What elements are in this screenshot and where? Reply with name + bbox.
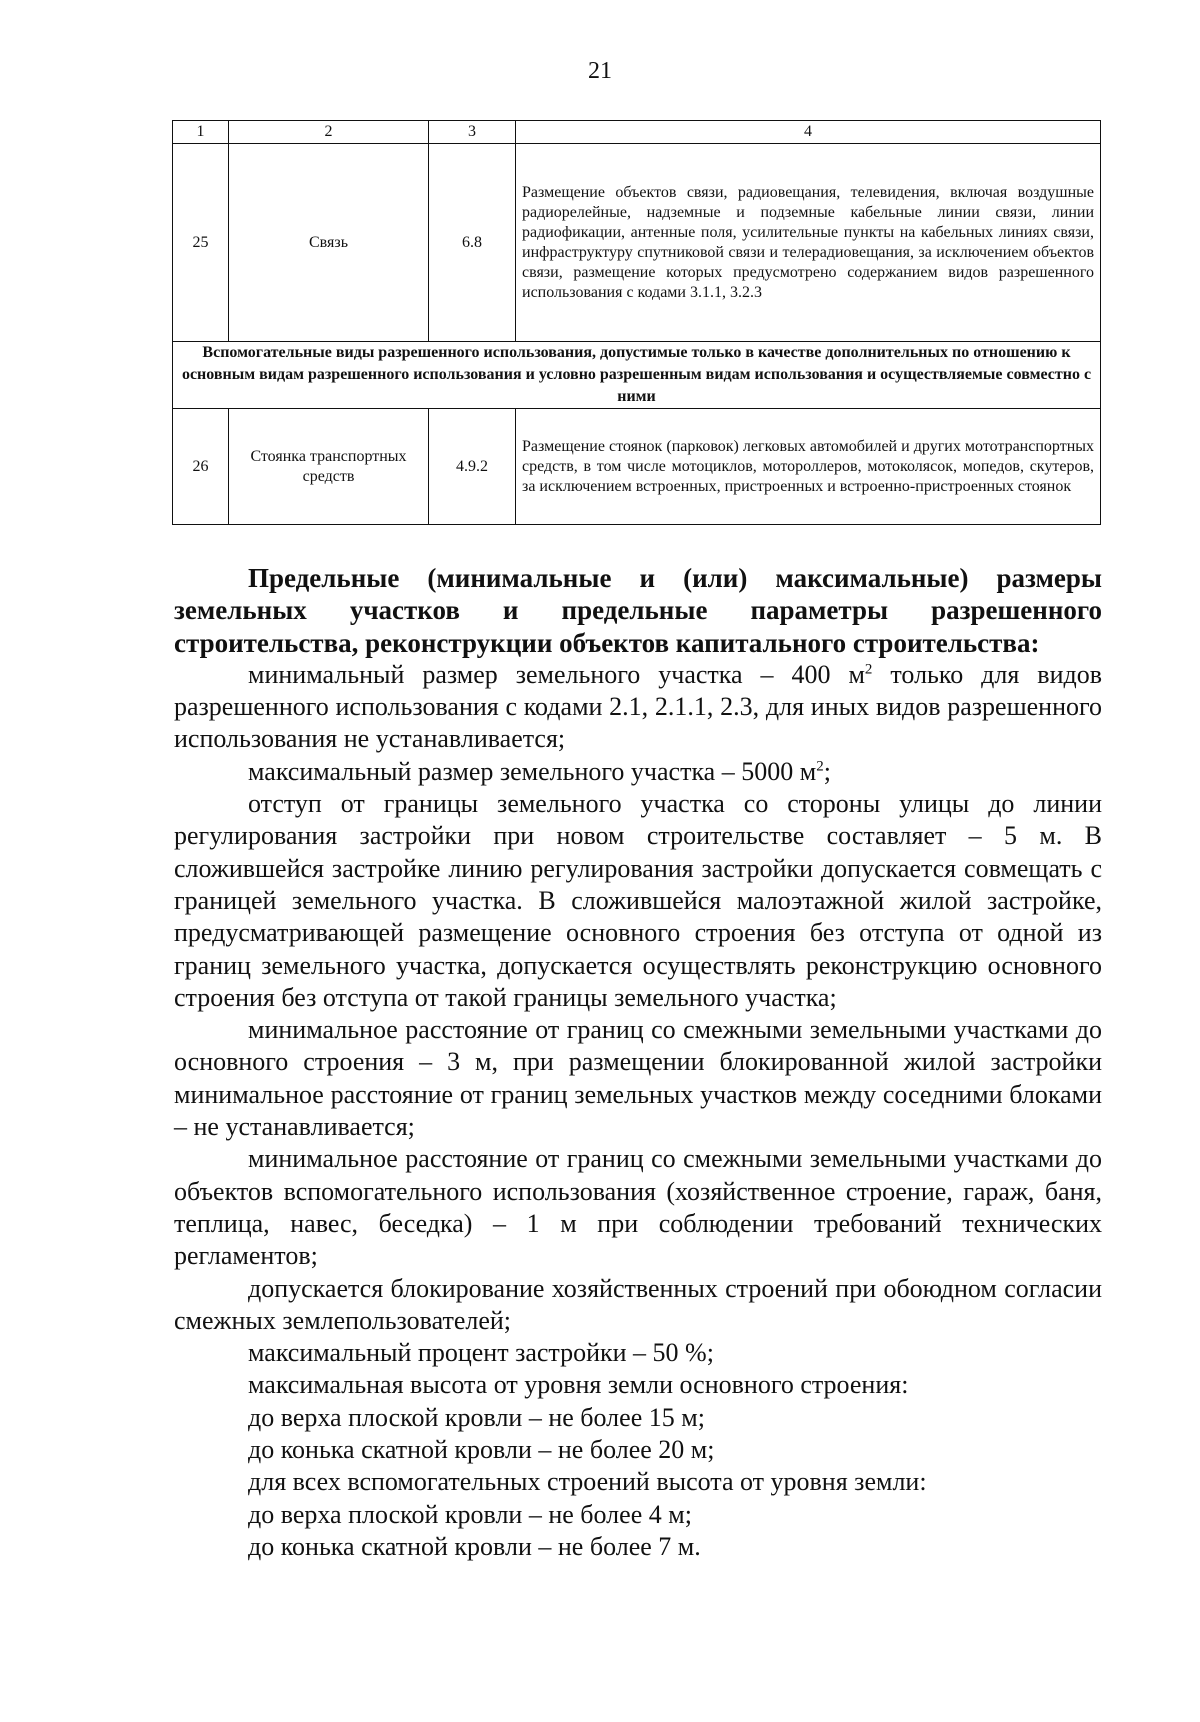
paragraph-blocking: допускается блокирование хозяйственных строений при обоюдном согласии смежных землепользователей; — [174, 1273, 1102, 1335]
use-description: Размещение объектов связи, радиовещания, телевидения, включая воздушные радиорелейные, надземные и подземные кабельные линии связи, линии радиофикации, антенные поля, усилительные пункты на кабельных линиях связи, инфраструктуру спутниковой связи и телерадиовещания, за исключением объектов связи, размещение которых предусмотрено содержанием видов разрешенного использования с кодами 3.1.1, 3.2.3 — [516, 144, 1101, 342]
table-header-row — [173, 121, 1101, 144]
permitted-use-table — [172, 120, 1101, 525]
column-header: 3 — [429, 121, 516, 144]
auxiliary-uses-header: Вспомогательные виды разрешенного использования, допустимые только в качестве дополнительных по отношению к основным видам разрешенного использования и условно разрешенным видам использования и осуществляемые совместно с ними — [173, 342, 1101, 409]
column-header: 1 — [173, 121, 229, 144]
paragraph-flat-roof-main: до верха плоской кровли – не более 15 м; — [248, 1402, 705, 1432]
paragraph-min-distance-auxiliary: минимальное расстояние от границ со смежными земельными участками до объектов вспомогательного использования (хозяйственное строение, гараж, баня, теплица, навес, беседка) – 1 м при соблюдении требований технических регламентов; — [174, 1144, 1102, 1271]
column-header: 4 — [516, 121, 1101, 144]
use-name: Связь — [229, 144, 429, 342]
paragraph-max-plot-size — [174, 756, 1102, 788]
page-number: 21 — [588, 58, 612, 84]
paragraph-max-coverage: максимальный процент застройки – 50 %; — [248, 1338, 714, 1368]
row-number: 26 — [173, 409, 229, 525]
paragraph-min-plot-size — [174, 659, 1102, 756]
column-header: 2 — [229, 121, 429, 144]
use-name: Стоянка транспортных средств — [229, 409, 429, 525]
paragraph-text: максимальный размер земельного участка – 5000 м — [248, 756, 817, 786]
paragraph-setback: отступ от границы земельного участка со стороны улицы до линии регулирования застройки при новом строительстве составляет – 5 м. В сложившейся застройке линию регулирования застройки допускается совмещать с границей земельного участка. В сложившейся малоэтажной жилой застройке, предусматривающей размещение основного строения без отступа от одной из границ земельного участка, допускается осуществлять реконструкцию основного строения без отступа от такой границы земельного участка; — [174, 789, 1102, 1012]
paragraph-pitched-roof-auxiliary: до конька скатной кровли – не более 7 м. — [248, 1531, 701, 1561]
paragraph-min-distance-main: минимальное расстояние от границ со смежными земельными участками до основного строения – 3 м, при размещении блокированной жилой застройки минимальное расстояние от границ земельных участков между соседними блоками – не устанавливается; — [174, 1015, 1102, 1142]
row-number: 25 — [173, 144, 229, 342]
paragraph-pitched-roof-main: до конька скатной кровли – не более 20 м; — [248, 1435, 715, 1465]
table-row — [173, 144, 1101, 342]
paragraph-text: ; — [823, 756, 831, 786]
paragraph-text: минимальный размер земельного участка – 400 м — [248, 659, 865, 689]
paragraph-flat-roof-auxiliary: до верха плоской кровли – не более 4 м; — [248, 1499, 692, 1529]
heading-colon: : — [1030, 627, 1040, 658]
paragraph-max-height: максимальная высота от уровня земли основного строения: — [248, 1370, 909, 1400]
section-heading-text: Предельные (минимальные и (или) максимальные) размеры земельных участков и предельные параметры разрешенного строительства, реконструкции объектов капитального строительства — [174, 563, 1102, 658]
document-body — [174, 562, 1102, 1563]
use-code: 6.8 — [429, 144, 516, 342]
superscript: 2 — [816, 758, 824, 775]
table-row — [173, 409, 1101, 525]
paragraph-text: только для видов разрешенного использования с кодами 2.1, 2.1.1, 2.3, для иных видов разрешенного использования не устанавливается; — [174, 659, 1102, 754]
paragraph-auxiliary-height: для всех вспомогательных строений высота от уровня земли: — [248, 1467, 927, 1497]
use-description: Размещение стоянок (парковок) легковых автомобилей и других мототранспортных средств, в том числе мотоциклов, мотороллеров, мотоколясок, мопедов, скутеров, за исключением встроенных, пристроенных и встроенно-пристроенных стоянок — [516, 409, 1101, 525]
section-heading — [174, 562, 1102, 659]
group-header-row — [173, 342, 1101, 409]
superscript: 2 — [864, 661, 873, 678]
use-code: 4.9.2 — [429, 409, 516, 525]
